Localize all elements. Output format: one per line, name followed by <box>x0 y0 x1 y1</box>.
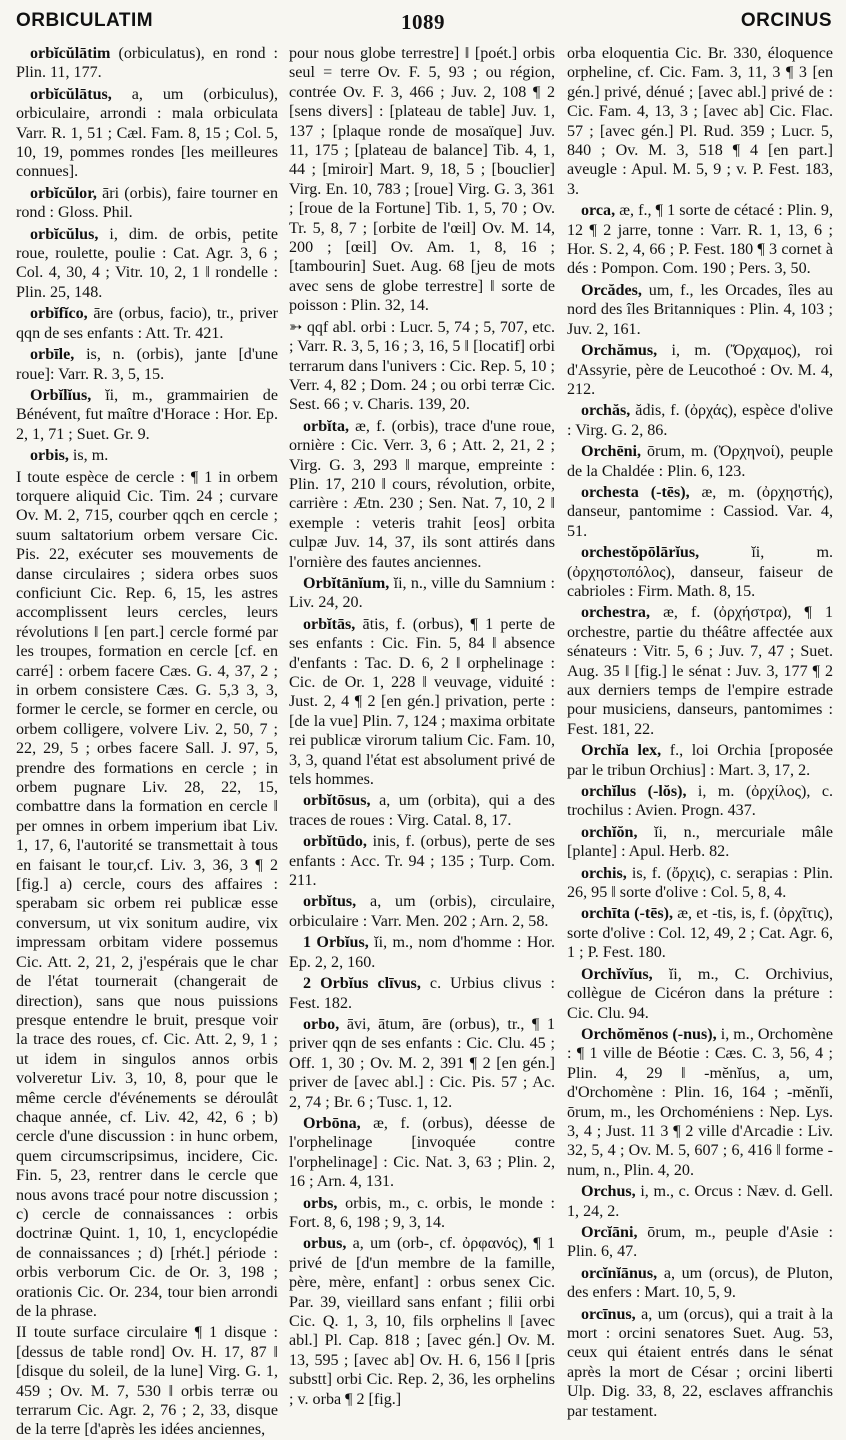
text-columns <box>0 44 846 1439</box>
dictionary-entry <box>16 184 278 223</box>
entry-definition: c. Urbius clivus : Fest. 182. <box>289 975 556 1012</box>
dictionary-entry <box>567 823 833 862</box>
entry-headword: orcĭnĭānus, <box>581 1264 658 1282</box>
dictionary-entry <box>289 791 555 830</box>
entry-headword: orchĭŏn, <box>581 823 638 841</box>
dictionary-entry <box>567 44 833 199</box>
dictionary-entry <box>289 318 555 415</box>
entry-headword: Orcădes, <box>581 281 642 299</box>
dictionary-entry <box>289 44 555 316</box>
entry-definition: æ, f. (ὀρχήστρα), ¶ 1 orchestre, partie du théâtre affectée aux sénateurs : Vitr. 5, 6 ; Juv. 7, 47 ; Suet. Aug. 35 ‖ [fig.] le sénat : Juv. 3, 177 ¶ 2 aux derniers temps de l'empire estrade pour musiciens, danseurs, pantomimes : Fest. 181, 22. <box>567 604 833 738</box>
entry-headword: Orchēni, <box>581 443 642 461</box>
entry-definition: I toute espèce de cercle : ¶ 1 in orbem torquere aliquid Cic. Tim. 24 ; curvare Ov. M. 2, 715, courber qqch en cercle ; suum saltatorium orbem versare Cic. Pis. 22, exécuter ses mouvements de danse circulaires ; sidera orbes suos conficiunt Cic. Rep. 6, 15, les astres accomplissent leurs cercles, leurs révolutions ‖ [en part.] cercle formé par les troupes, formation en cercle [cf. en carré] : orbem facere Cæs. G. 4, 37, 2 ; in orbem consistere Cæs. G. 5,3 3, 3, former le cercle, se former en cercle, ou orbem colligere, volvere Liv. 2, 50, 7 ; 22, 29, 5 ; orbes facere Sall. J. 97, 5, prendre des formations en cercle ; in orbem pugnare Liv. 28, 22, 15, combattre dans la formation en cercle ‖ per omnes in orbem imperium ibat Liv. 1, 17, 6, l'autorité se transmettait à tous en faisant le tour,cf. Liv. 3, 36, 3 ¶ 2 [fig.] a) cercle, cours des affaires : sperabam sic orbem rei publicæ esse conversum, ut vix sonitum audire, vix impressam orbitam videre possemus Cic. Att. 2, 21, 2, j'espérais que le char de l'état tournerait (changerait de direction), sans que nous puissions presque entendre le bruit, presque voir la trace des roues, cf. Cic. Att. 2, 9, 1 ; ut idem in singulos annos orbis volveretur Liv. 3, 10, 8, pour que le même cercle d'événements se déroulât chaque année, cf. Liv. 42, 42, 6 ; b) cercle d'une discussion : in hunc orbem, quem circumscripsimus, incidere, Cic. Fin. 5, 23, rentrer dans le cercle que nous avons tracé pour notre discussion ; c) cercle de connaissances : orbis doctrinæ Quint. 1, 10, 1, encyclopédie de connaissances ; d) [rhét.] période : orbis verborum Cic. de Or. 3, 198 ; orationis Cic. Or. 234, tour bien arrondi de la phrase. <box>16 468 278 1320</box>
dictionary-entry <box>289 1114 555 1192</box>
entry-headword: orbĭcŭlātim <box>30 45 111 62</box>
entry-definition: a, um (orb-, cf. ὀρφανός), ¶ 1 privé de [d'un membre de la famille, père, mère, enfant] : orbus senex Cic. Par. 39, vieillard sans enfant ; filii orbi Cic. Q. 1, 3, 10, fils orphelins ‖ [avec abl.] Pl. Cap. 818 ; [avec gén.] Ov. M. 13, 595 ; [avec ab] Ov. H. 6, 156 ‖ [pris substt] orbi Cic. Rep. 2, 36, les orphelins ; v. orba ¶ 2 [fig.] <box>289 1235 555 1408</box>
entry-definition: a, um (orbis), circulaire, orbiculaire : Varr. Men. 202 ; Arn. 2, 58. <box>289 893 555 930</box>
entry-definition: (orbiculatus), en rond : Plin. 11, 177. <box>16 45 278 82</box>
entry-definition: æ, et -tis, is, f. (ὀρχῖτις), sorte d'olive : Col. 12, 49, 2 ; Cat. Agr. 6, 1 ; P. Fest. 180. <box>567 905 833 962</box>
entry-headword: orchĭlus (-lŏs), <box>581 783 687 801</box>
dictionary-entry <box>567 341 833 399</box>
entry-definition: orbis, m., c. orbis, le monde : Fort. 8, 6, 198 ; 9, 3, 14. <box>289 1194 555 1231</box>
column-right <box>567 44 834 1420</box>
entry-definition: i, m. (ὀρχίλος), c. trochilus : Avien. Progn. 437. <box>567 783 833 820</box>
entry-headword: Orchŏmĕnos (-nus), <box>581 1025 717 1043</box>
entry-definition: orba eloquentia Cic. Br. 330, éloquence orpheline, cf. Cic. Fam. 3, 11, 3 ¶ 3 [en gén.] privé, dénué ; [avec abl.] privé de : Cic. Fam. 4, 13, 3 ; [avec ab] Cic. Flac. 57 ; [avec gén.] Pl. Rud. 359 ; Lucr. 5, 840 ; Ov. M. 3, 518 ¶ 4 [en part.] aveugle : Apul. M. 5, 9 ; v. P. Fest. 183, 3. <box>567 45 833 198</box>
entry-headword: Orbĭlĭus, <box>30 386 92 404</box>
entry-headword: orbĭcŭlus, <box>30 225 99 243</box>
dictionary-entry <box>289 1194 555 1233</box>
dictionary-entry <box>567 741 833 780</box>
dictionary-entry <box>567 442 833 481</box>
entry-headword: orbus, <box>303 1235 347 1253</box>
column-left <box>16 44 278 1439</box>
entry-headword: orchestra, <box>581 604 650 622</box>
dictionary-entry <box>289 1015 555 1112</box>
dictionary-entry <box>567 904 833 962</box>
entry-headword: Orchĭa lex, <box>581 742 662 760</box>
entry-definition: ātis, f. (orbus), ¶ 1 perte de ses enfants : Cic. Fin. 5, 84 ‖ absence d'enfants : Tac. D. 6, 2 ‖ orphelinage : Cic. de Or. 1, 228 ‖ veuvage, viduité : Just. 2, 4 ¶ 2 [en gén.] privation, perte : [de la vue] Plin. 7, 124 ; maxima orbitate rei publicæ virorum talium Cic. Fam. 10, 3, 3, quand l'état est absolument privé de tels hommes. <box>289 615 555 789</box>
entry-headword: orbĭta, <box>303 417 350 435</box>
dictionary-entry <box>567 401 833 440</box>
entry-definition: a, um (orbita), qui a des traces de roues : Virg. Catal. 8, 17. <box>289 792 555 829</box>
entry-definition: ĭi, n., ville du Samnium : Liv. 24, 20. <box>289 574 555 612</box>
entry-headword: orchīta (-tēs), <box>581 905 673 923</box>
entry-definition: æ, f. (orbus), déesse de l'orphelinage [invoquée contre l'orphelinage] : Cic. Nat. 3, 63 ; Plin. 2, 16 ; Arn. 4, 131. <box>289 1114 555 1191</box>
column-middle <box>289 44 556 1408</box>
page-header <box>14 10 832 40</box>
entry-definition: āvi, ātum, āre (orbus), tr., ¶ 1 priver qqn de ses enfants : Cic. Clu. 45 ; Off. 1, 30 ; Ov. M. 2, 391 ¶ 2 [en gén.] priver de [avec abl.] : Cic. Pis. 57 ; Ac. 2, 74 ; Br. 6 ; Tusc. 1, 12. <box>289 1015 555 1111</box>
dictionary-entry <box>567 281 833 339</box>
entry-definition: a, um (orbiculus), orbiculaire, arrondi : mala orbiculata Varr. R. 1, 51 ; Cæl. Fam. 8, 15 ; Col. 5, 10, 19, pommes rondes [les meilleures connues]. <box>16 85 278 181</box>
entry-headword: orchăs, <box>581 402 631 420</box>
entry-definition: is, n. (orbis), jante [d'une roue]: Varr. R. 3, 5, 15. <box>16 346 278 383</box>
dictionary-entry <box>567 965 833 1023</box>
entry-definition: a, um (orcus), de Pluton, des enfers : Mart. 10, 5, 9. <box>567 1264 833 1302</box>
entry-headword: orbīle, <box>30 346 75 364</box>
entry-headword: Orcĭāni, <box>581 1223 638 1241</box>
entry-headword: Orchămus, <box>581 342 658 360</box>
entry-definition: ōrum, m. (Ὀρχηνοί), peuple de la Chaldée : Plin. 6, 123. <box>567 443 833 480</box>
entry-headword: 2 Orbĭus clīvus, <box>303 975 421 993</box>
dictionary-entry <box>289 417 555 572</box>
dictionary-entry <box>16 85 278 182</box>
left-running-head: ORBICULATIM <box>16 10 154 31</box>
entry-headword: orbis, <box>30 447 69 465</box>
entry-definition: āri (orbis), faire tourner en rond : Gloss. Phil. <box>16 184 278 222</box>
entry-definition: ădis, f. (ὀρχάς), espèce d'olive : Virg. G. 2, 86. <box>567 402 833 439</box>
entry-headword: orbĭfĭco, <box>30 305 88 323</box>
dictionary-entry <box>16 1323 278 1439</box>
entry-definition: ĭi, m., C. Orchivius, collègue de Cicéron dans la préture : Cic. Clu. 94. <box>567 965 833 1022</box>
entry-definition: ĭi, m. (ὀρχηστοπόλος), danseur, faiseur de cabrioles : Firm. Math. 8, 15. <box>567 544 833 600</box>
entry-definition: i, m. (Ὄρχαμος), roi d'Assyrie, père de Leucothoé : Ov. M. 4, 212. <box>567 342 833 398</box>
dictionary-entry <box>16 468 278 1322</box>
entry-definition: æ, m. (ὀρχηστής), danseur, pantomime : Cassiod. Var. 4, 51. <box>567 483 833 540</box>
entry-definition: f., loi Orchia [proposée par le tribun Orchius] : Mart. 3, 17, 2. <box>567 742 834 779</box>
dictionary-entry <box>16 345 278 384</box>
entry-headword: orca, <box>581 202 616 220</box>
entry-definition: ĭi, m., nom d'homme : Hor. Ep. 2, 2, 160. <box>289 934 555 971</box>
entry-definition: æ, f., ¶ 1 sorte de cétacé : Plin. 9, 12 ¶ 2 jarre, tonne : Varr. R. 1, 13, 6 ; Hor. S. 2, 4, 66 ; P. Fest. 180 ¶ 3 cornet à dés : Pompon. Com. 190 ; Pers. 3, 50. <box>567 202 833 278</box>
dictionary-entry <box>289 892 555 931</box>
right-running-head: ORCINUS <box>740 10 832 31</box>
entry-headword: orbĭtūdo, <box>303 833 367 851</box>
entry-headword: orchesta (-tēs), <box>581 483 690 501</box>
entry-headword: Orbōna, <box>303 1114 361 1132</box>
entry-definition: inis, f. (orbus), perte de ses enfants : Acc. Tr. 94 ; 135 ; Turp. Com. 211. <box>289 833 555 890</box>
page-number: 1089 <box>401 10 445 34</box>
dictionary-entry <box>567 483 833 541</box>
entry-headword: Orchus, <box>581 1183 636 1201</box>
dictionary-entry <box>289 832 555 890</box>
entry-headword: 1 Orbĭus, <box>303 934 369 952</box>
dictionary-entry <box>567 1025 833 1180</box>
entry-definition: i, m., c. Orcus : Næv. d. Gell. 1, 24, 2. <box>567 1183 833 1220</box>
dictionary-entry <box>567 603 833 739</box>
dictionary-entry <box>567 1264 833 1303</box>
dictionary-entry <box>289 574 555 613</box>
entry-definition: pour nous globe terrestre] ‖ [poét.] orbis seul = terre Ov. F. 5, 93 ; ou région, contrée Ov. F. 3, 466 ; Juv. 2, 108 ¶ 2 [sens divers] : [plateau de table] Juv. 1, 137 ; [plaque ronde de mosaïque] Juv. 11, 175 ; [plateau de balance] Tib. 4, 1, 44 ; [miroir] Mart. 9, 18, 5 ; [bouclier] Virg. En. 10, 783 ; [roue] Virg. G. 3, 361 ; [roue de la Fortune] Tib. 1, 5, 70 ; Ov. Tr. 5, 8, 7 ; [orbite de l'œil] Ov. M. 14, 200 ; [œil] Ov. Am. 1, 8, 16 ; [tambourin] Suet. Aug. 68 [jeu de mots avec sens de globe terrestre] ‖ sorte de poisson : Plin. 32, 14. <box>289 45 555 315</box>
entry-definition: a, um (orcus), qui a trait à la mort : orcini senatores Suet. Aug. 53, ceux qui étaient entrés dans le sénat après la mort de César ; orcini liberti Ulp. Dig. 33, 8, 22, esclaves affranchis par testament. <box>567 1305 833 1420</box>
entry-definition: i, m., Orchomène : ¶ 1 ville de Béotie : Cæs. C. 3, 56, 4 ; Plin. 4, 29 ‖ -mĕnĭus, a, um, d'Orchomène : Plin. 16, 164 ; -mĕnĭi, ōrum, m., les Orchoméniens : Nep. Lys. 3, 4 ; Just. 11 3 ¶ 2 ville d'Arcadie : Liv. 32, 5, 4 ; Ov. M. 5, 607 ; 6, 416 ‖ forme -num, n., Plin. 4, 20. <box>567 1025 833 1179</box>
entry-headword: orchestŏpōlārĭus, <box>581 544 700 562</box>
entry-definition: is, m. <box>68 447 109 465</box>
entry-definition: um, f., les Orcades, îles au nord des îles Britanniques : Plin. 4, 103 ; Juv. 2, 161. <box>567 281 833 338</box>
dictionary-entry <box>289 615 555 790</box>
dictionary-entry <box>567 1223 833 1262</box>
entry-headword: orbĭtus, <box>303 893 357 911</box>
entry-headword: orbs, <box>303 1194 338 1212</box>
entry-headword: orbĭcŭlātus, <box>30 85 112 103</box>
dictionary-entry <box>289 974 555 1013</box>
dictionary-entry <box>567 543 833 601</box>
entry-definition: āre (orbus, facio), tr., priver qqn de ses enfants : Att. Tr. 421. <box>16 305 278 342</box>
entry-headword: orbĭtōsus, <box>303 792 371 810</box>
entry-headword: orbĭcŭlor, <box>30 184 97 202</box>
dictionary-entry <box>289 933 555 972</box>
dictionary-entry <box>567 201 833 279</box>
dictionary-entry <box>567 1182 833 1221</box>
entry-definition: i, dim. de orbis, petite roue, roulette, poulie : Cat. Agr. 3, 6 ; Col. 4, 30, 4 ; Vitr. 10, 2, 1 ‖ rondelle : Plin. 25, 148. <box>16 225 278 301</box>
entry-headword: Orbĭtānĭum, <box>303 574 390 592</box>
entry-headword: orbĭtās, <box>303 615 356 633</box>
dictionary-entry <box>567 782 833 821</box>
dictionary-entry <box>16 44 278 83</box>
entry-definition: is, f. (ὄρχις), c. serapias : Plin. 26, 95 ‖ sorte d'olive : Col. 5, 8, 4. <box>567 864 833 902</box>
entry-headword: orchis, <box>581 864 627 882</box>
dictionary-entry <box>16 446 278 465</box>
dictionary-entry <box>567 864 833 903</box>
entry-definition: ōrum, m., peuple d'Asie : Plin. 6, 47. <box>567 1223 833 1261</box>
dictionary-entry <box>567 1305 833 1421</box>
dictionary-entry <box>16 304 278 343</box>
entry-definition: ĭi, n., mercuriale mâle [plante] : Apul. Herb. 82. <box>567 823 833 861</box>
entry-definition: æ, f. (orbis), trace d'une roue, ornière : Cic. Verr. 3, 6 ; Att. 2, 21, 2 ; Virg. G. 3, 293 ‖ marque, empreinte : Plin. 17, 210 ‖ cours, révolution, orbite, carrière : Ætn. 230 ; Sen. Nat. 7, 10, 2 ‖ exemple : veteris trahit [eos] orbita culpæ Juv. 14, 37, ils sont attirés dans l'ornière des fautes anciennes. <box>289 417 555 571</box>
entry-definition: ➳ qqf abl. orbi : Lucr. 5, 74 ; 5, 707, etc. ; Varr. R. 3, 5, 16 ; 3, 16, 5 ‖ [locatif] orbi terrarum dans l'univers : Cic. Rep. 5, 10 ; Verr. 4, 82 ; Dom. 24 ; ou orbi terræ Cic. Sest. 66 ; v. Charis. 139, 20. <box>289 318 555 414</box>
dictionary-entry <box>289 1234 555 1409</box>
entry-headword: orcīnus, <box>581 1305 636 1323</box>
entry-definition: ĭi, m., grammairien de Bénévent, fut maître d'Horace : Hor. Ep. 2, 1, 71 ; Suet. Gr. 9. <box>16 386 278 443</box>
dictionary-entry <box>16 225 278 303</box>
entry-definition: II toute surface circulaire ¶ 1 disque : [dessus de table rond] Ov. H. 17, 87 ‖ [disque du soleil, de la lune] Virg. G. 1, 459 ; Ov. M. 7, 530 ‖ orbis terræ ou terrarum Cic. Agr. 2, 76 ; 2, 33, disque de la terre [d'après les idées anciennes, <box>16 1324 278 1439</box>
dictionary-entry <box>16 386 278 444</box>
entry-headword: Orchĭvĭus, <box>581 965 653 983</box>
entry-headword: orbo, <box>303 1015 340 1033</box>
